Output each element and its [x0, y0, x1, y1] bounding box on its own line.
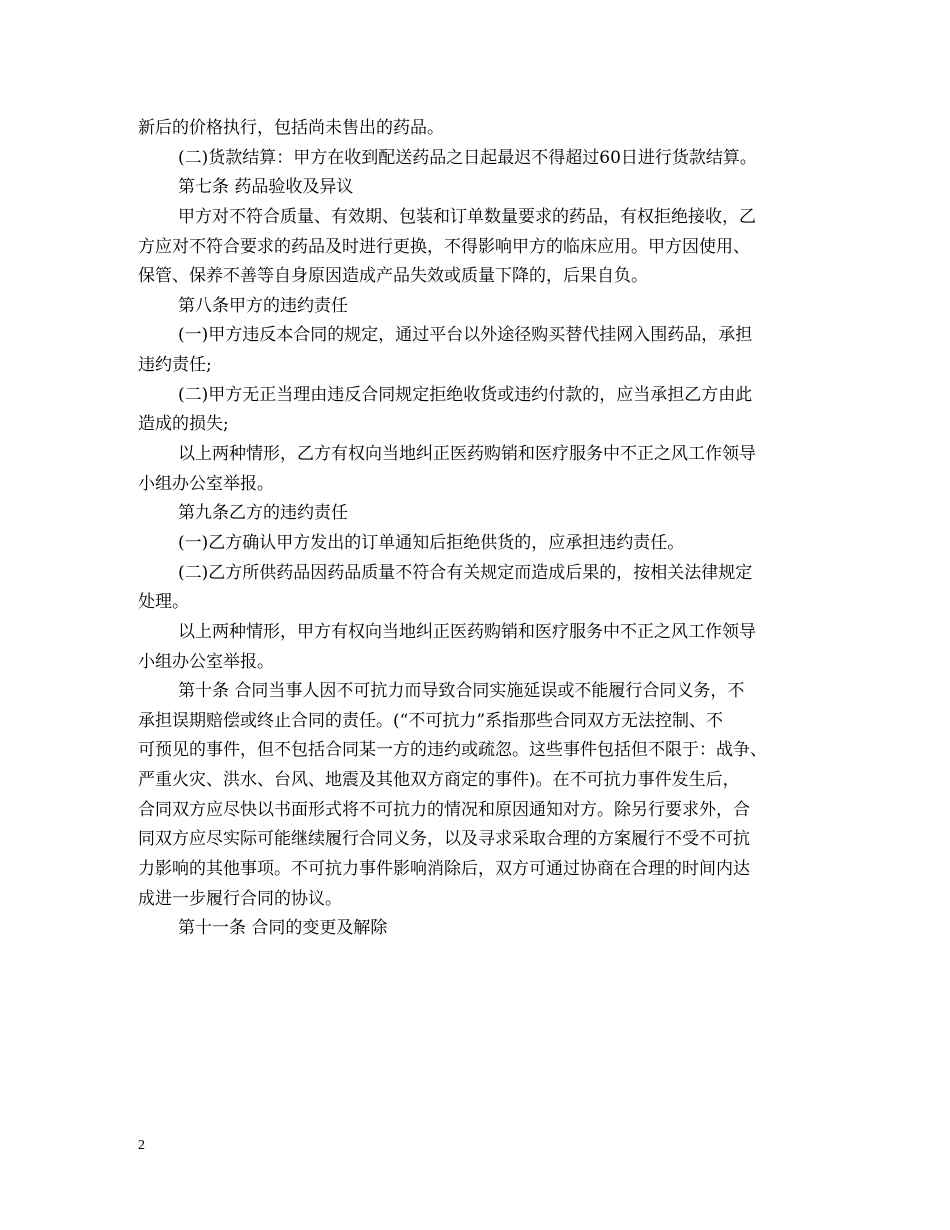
text-line: 违约责任;	[138, 355, 212, 376]
text-line: (一)乙方确认甲方发出的订单通知后拒绝供货的，应承担违约责任。	[178, 532, 685, 553]
text-line: 方应对不符合要求的药品及时进行更换，不得影响甲方的临床应用。甲方因使用、	[138, 236, 750, 257]
text-line: 小组办公室举报。	[138, 651, 274, 672]
text-line: 严重火灾、洪水、台风、地震及其他双方商定的事件)。在不可抗力事件发生后，	[138, 770, 740, 791]
document-body	[138, 114, 818, 944]
text-line: 第八条甲方的违约责任	[178, 295, 348, 316]
text-line: 新后的价格执行，包括尚未售出的药品。	[138, 118, 444, 138]
text-line: (二)甲方无正当理由违反合同规定拒绝收货或违约付款的，应当承担乙方由此	[178, 384, 753, 405]
text-line: 可预见的事件，但不包括合同某一方的违约或疏忽。这些事件包括但不限于：战争、	[138, 740, 767, 761]
text-line: 第七条 药品验收及异议	[178, 177, 354, 198]
text-line: 合同双方应尽快以书面形式将不可抗力的情况和原因通知对方。除另行要求外，合	[138, 799, 750, 820]
text-line: 同双方应尽实际可能继续履行合同义务，以及寻求采取合理的方案履行不受不可抗	[138, 829, 750, 850]
text-line: 造成的损失;	[138, 414, 229, 435]
text-line: 以上两种情形，甲方有权向当地纠正医药购销和医疗服务中不正之风工作领导	[178, 621, 756, 642]
text-line: 力影响的其他事项。不可抗力事件影响消除后，双方可通过协商在合理的时间内达	[138, 859, 750, 880]
page-number: 2	[138, 1138, 145, 1153]
text-line: 承担误期赔偿或终止合同的责任。(“不可抗力”系指那些合同双方无法控制、不	[138, 710, 724, 731]
text-line: 成进一步履行合同的协议。	[138, 888, 342, 909]
text-line: 第九条乙方的违约责任	[178, 503, 348, 524]
text-line: 保管、保养不善等自身原因造成产品失效或质量下降的，后果自负。	[138, 266, 648, 287]
text-line: 以上两种情形，乙方有权向当地纠正医药购销和医疗服务中不正之风工作领导	[178, 444, 756, 465]
text-line: 第十一条 合同的变更及解除	[178, 918, 388, 939]
text-line: 小组办公室举报。	[138, 473, 274, 494]
text-line: 处理。	[138, 592, 189, 613]
text-line: (一)甲方违反本合同的规定，通过平台以外途径购买替代挂网入围药品，承担	[178, 325, 753, 346]
text-line: 甲方对不符合质量、有效期、包装和订单数量要求的药品，有权拒绝接收，乙	[178, 206, 756, 227]
text-line: (二)货款结算：甲方在收到配送药品之日起最迟不得超过60日进行货款结算。	[178, 147, 757, 168]
text-line: (二)乙方所供药品因药品质量不符合有关规定而造成后果的，按相关法律规定	[178, 562, 753, 583]
text-line: 第十条 合同当事人因不可抗力而导致合同实施延误或不能履行合同义务，不	[178, 681, 745, 702]
